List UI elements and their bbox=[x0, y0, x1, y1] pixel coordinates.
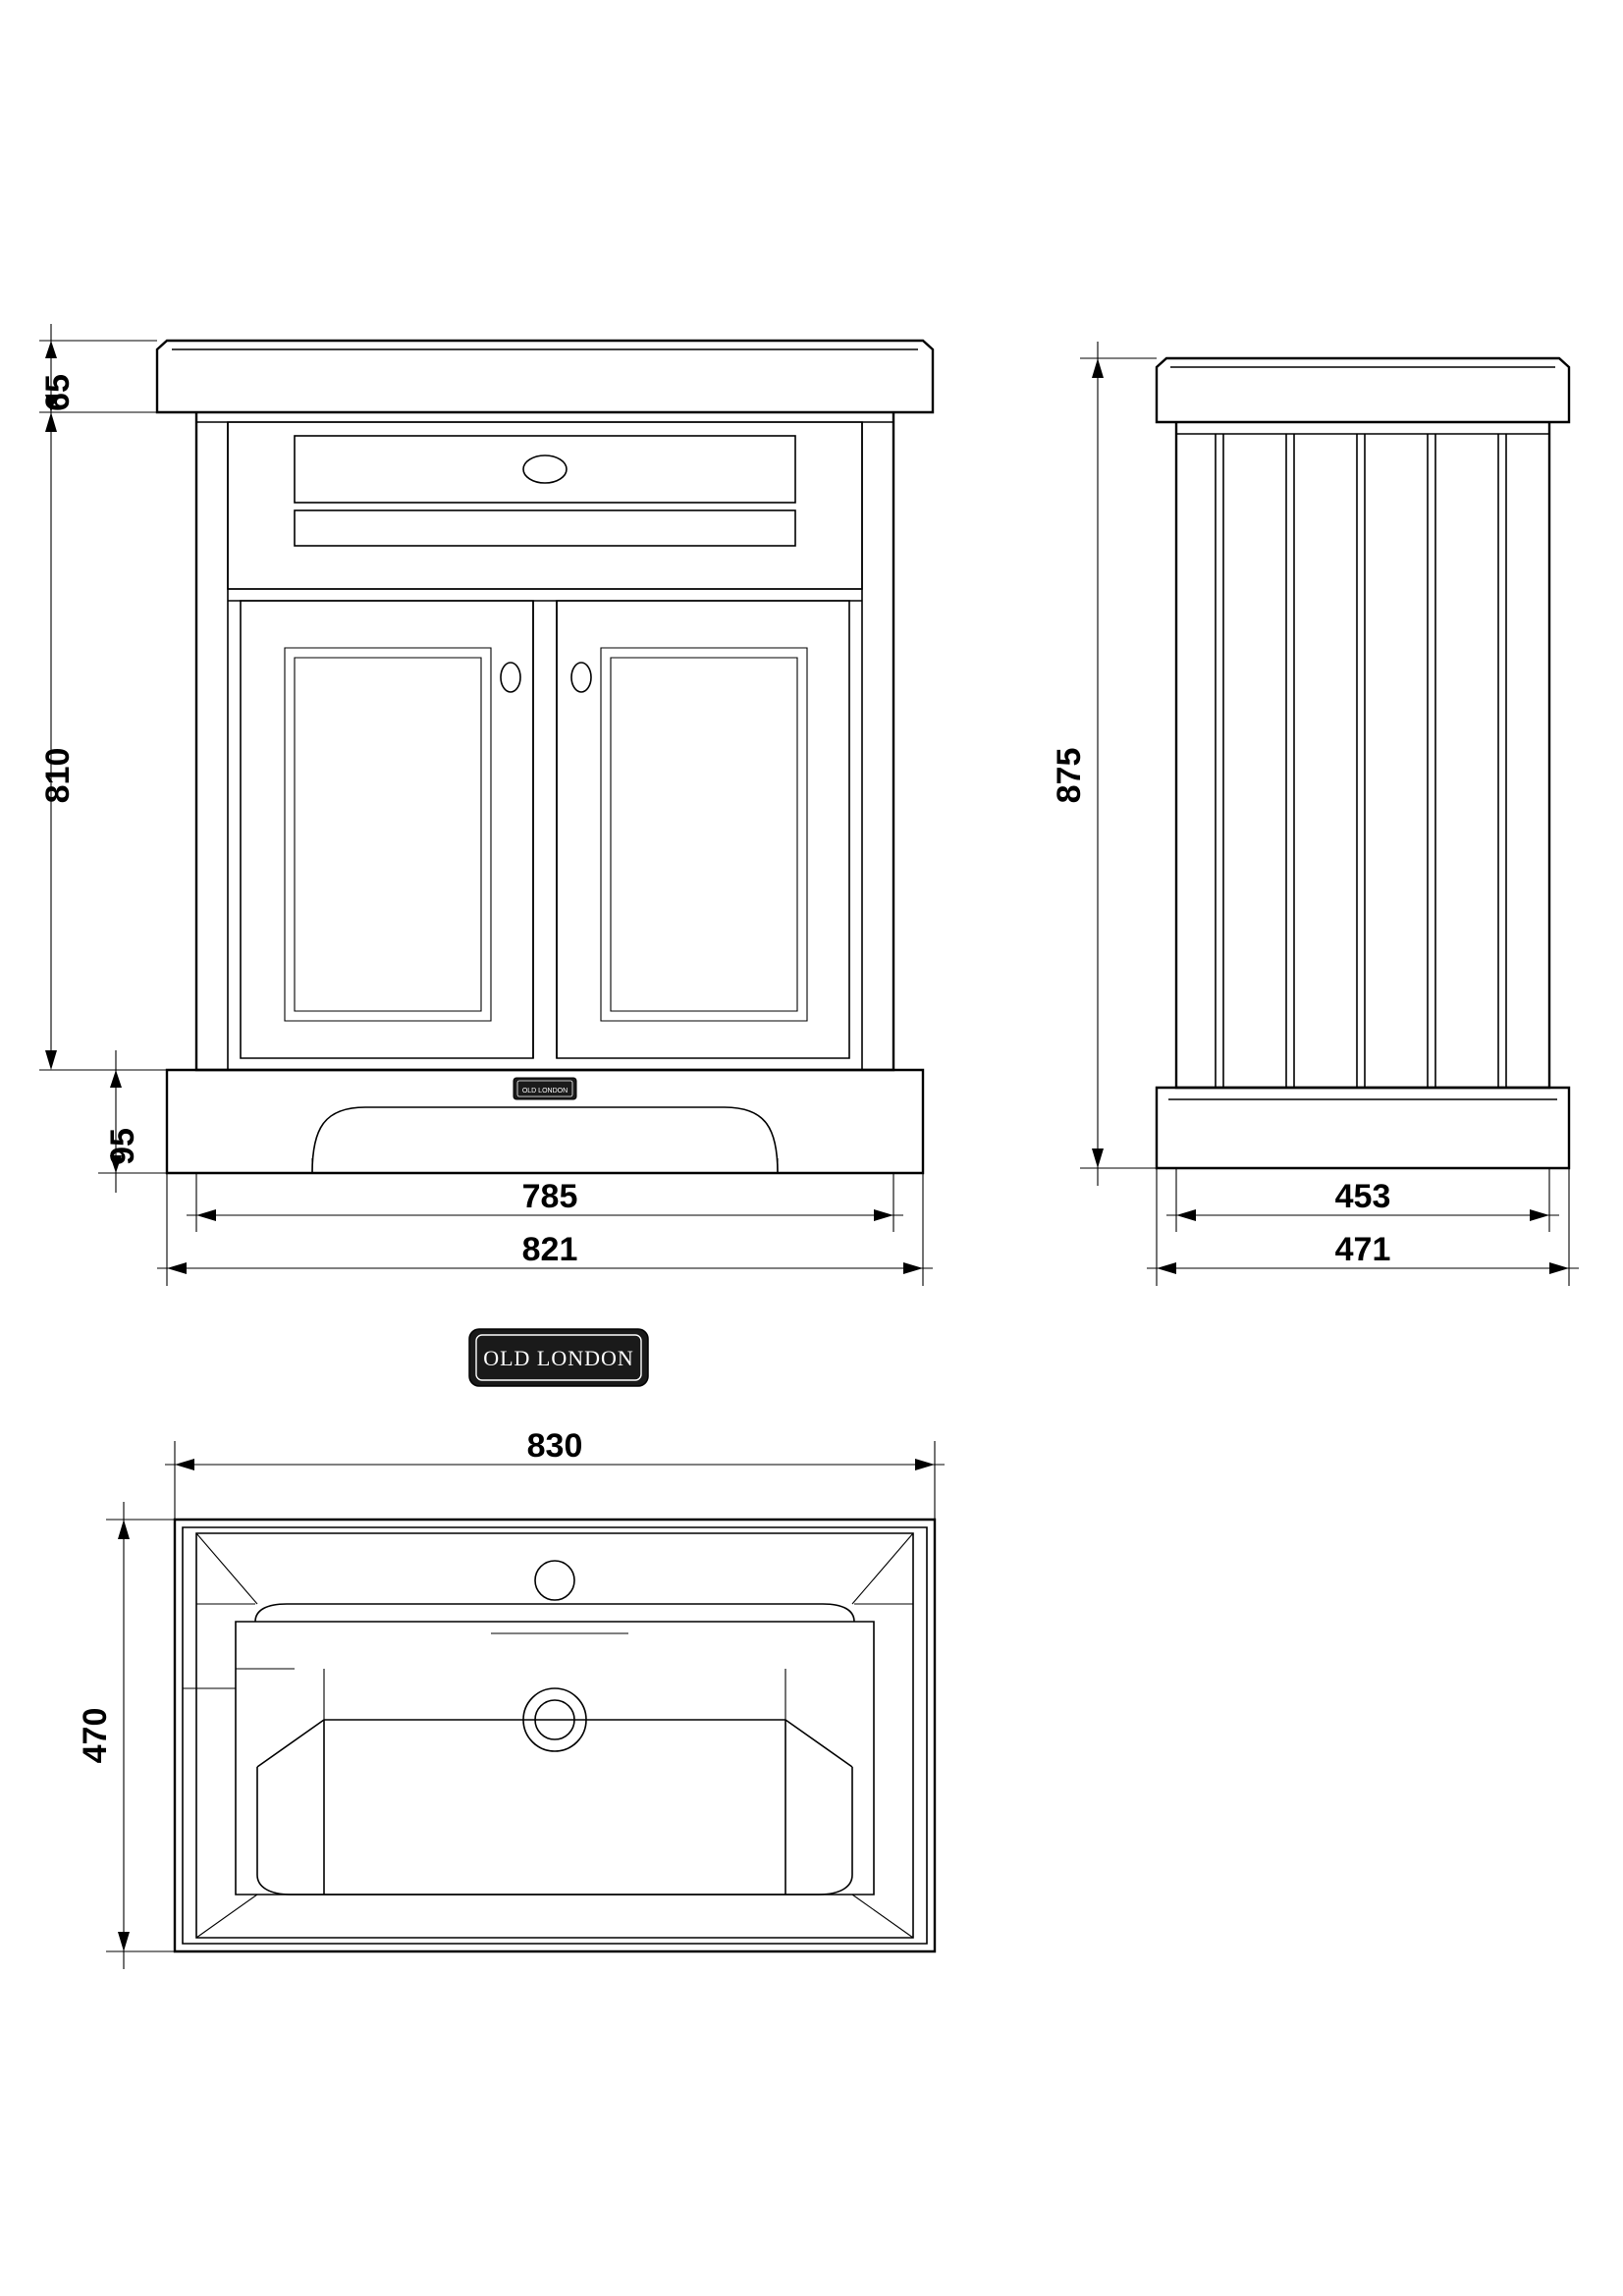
dimension-total-height bbox=[1051, 342, 1157, 1186]
front-elevation-view bbox=[39, 324, 933, 1286]
dimension-95-label: 95 bbox=[104, 1128, 141, 1165]
brand-badge-front-text: OLD LONDON bbox=[521, 1088, 568, 1095]
dimension-cabinet-height bbox=[39, 412, 196, 1070]
basin-plan-view bbox=[77, 1427, 945, 1969]
dimension-basin-depth bbox=[77, 1502, 175, 1969]
brand-badge-front bbox=[514, 1078, 576, 1099]
dimension-470-label: 470 bbox=[77, 1707, 114, 1764]
dimension-cabinet-depth bbox=[1166, 1168, 1559, 1232]
dimension-875-label: 875 bbox=[1051, 747, 1088, 804]
dimension-830-label: 830 bbox=[526, 1427, 583, 1465]
dimension-471-label: 471 bbox=[1334, 1231, 1391, 1268]
old-london-logo-text: OLD LONDON bbox=[483, 1346, 634, 1370]
side-elevation-view bbox=[1051, 342, 1579, 1286]
old-london-logo bbox=[469, 1329, 648, 1386]
dimension-basin-width bbox=[165, 1427, 945, 1520]
dimension-810-label: 810 bbox=[39, 747, 77, 804]
dimension-plinth-height bbox=[98, 1050, 167, 1193]
dimension-453-label: 453 bbox=[1334, 1178, 1391, 1215]
dimension-785-label: 785 bbox=[521, 1178, 578, 1215]
dimension-821-label: 821 bbox=[521, 1231, 578, 1268]
dimension-65-label: 65 bbox=[39, 374, 77, 411]
dimension-cabinet-width bbox=[187, 1173, 903, 1232]
